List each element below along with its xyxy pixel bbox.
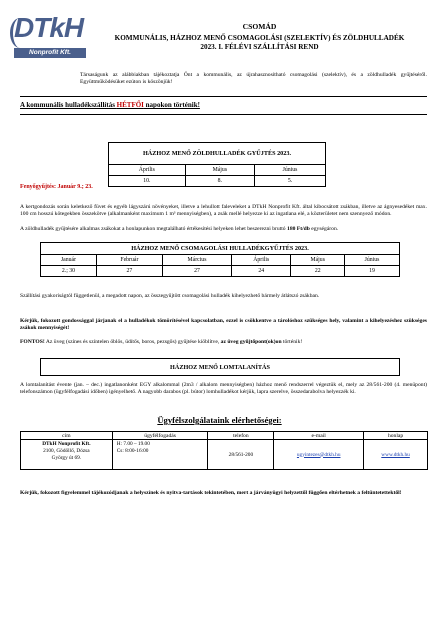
table-cell: 19 — [345, 266, 400, 277]
page-title: CSOMÁD — [242, 22, 277, 31]
table-header-cell: Május — [185, 165, 254, 176]
kommunalis-prefix: A kommunális hulladékszállítás — [20, 101, 117, 109]
contact-address-line-2: György út 69. — [51, 455, 82, 461]
fontos-text-a: Az üveg (színes és színtelen öblös, üdítős, boros, pezsgős) gyűjtése kiöblítve, — [44, 339, 221, 345]
kerjuk-notice-2: Kérjük, fokozott figyelemmel tájékozódjanak a helyszínek és nyitva-tartások tekintetében, mert a járványügyi helyzettől függően eltérhetnek a feltüntetettektől! — [20, 490, 402, 496]
contact-email-cell — [274, 440, 364, 470]
table-cell: 8. — [185, 176, 254, 187]
contact-address-line-1: 2100, Gödöllő, Dózsa — [43, 448, 90, 454]
divider — [20, 114, 427, 115]
table-header-cell: Február — [96, 255, 162, 266]
table-header-cell: Április — [232, 255, 291, 266]
zsak-text-b: egységáron. — [309, 226, 339, 232]
table-cell: 27 — [162, 266, 231, 277]
zsak-text-a: A zöldhulladék gyűjtésére alkalmas zsákokat a honlapunkon megtalálható értékesítési helyeken lehet beszerezni bruttó — [20, 226, 288, 232]
contact-hours-2: Cs: 8:00-16:00 — [116, 448, 149, 454]
contact-table — [20, 431, 428, 470]
table-header-cell: Március — [162, 255, 231, 266]
header-line-2: 2023. I. FÉLÉVI SZÁLLÍTÁSI REND — [200, 43, 319, 51]
intro-text: Társaságunk az alábbiakban tájékoztatja Önt a kommunális, az újrahasznosítható csomagolási (szelektív), és a zöldhulladék gyűjtéséről. Együttműködésüket ezúton is köszönjük! — [80, 72, 427, 86]
table-header-cell: ügyfélfogadás — [112, 432, 208, 440]
table-header-cell: Május — [291, 255, 345, 266]
contact-web-cell — [364, 440, 428, 470]
contact-phone: 28/561-200 — [208, 440, 274, 470]
fontos-text-b: az üveg gyűjtőpont(ok)on — [220, 339, 282, 345]
logo-subtitle: Nonprofit Kft. — [14, 48, 86, 58]
document-header — [90, 22, 429, 52]
contact-hours-1: H: 7.00 – 19.00 — [116, 441, 150, 447]
kerjuk-notice-1: Kérjük, fokozott gondossággal járjanak el a hulladékok tömörítésével kapcsolatban, ezzel is csökkentve a tárolóshoz szükséges hely, valamint a kihelyezéshez szükséges zsákok mennyiségét! — [20, 318, 427, 332]
zoldhulladek-table — [108, 142, 326, 187]
zsak-text — [20, 226, 427, 233]
table-header-cell: honlap — [364, 432, 428, 440]
contact-web-link[interactable]: www.dtkh.hu — [381, 451, 410, 458]
kommunalis-day: HÉTFŐI — [116, 101, 144, 109]
zoldhulladek-table-caption: HÁZHOZ MENŐ ZÖLDHULLADÉK GYŰJTÉS 2023. — [109, 143, 326, 165]
contact-hours-cell — [112, 440, 208, 470]
fontos-text-c: történik! — [281, 339, 303, 345]
lomtalanitas-caption: HÁZHOZ MENŐ LOMTALANÍTÁS — [41, 359, 400, 376]
table-cell: 5. — [255, 176, 326, 187]
table-cell: 22 — [291, 266, 345, 277]
table-header-cell: e-mail — [274, 432, 364, 440]
szallitas-text: Szállítási gyakoriságtól függetlenül, a megadott napon, az összegyűjtött csomagolási hulladék kihelyezhető bármely átlátszó zsákban. — [20, 293, 320, 299]
contact-address-cell — [21, 440, 113, 470]
kert-text: A kertgondozás során keletkező füvet és egyéb lágyszárú növényeket, illetve a lehullott faleveleket a DTkH Nonprofit Kft. által kibocsátott zsákban, illetve az ágnyesedéket max. 100 cm hosszú kötegekben összekötve (alkalmanként maximum 1 m³ mennyiségben), a zsák mellé helyezze ki az ingatlana elé, a közterületet nem szennyező módon. — [20, 204, 427, 218]
table-cell: 27 — [96, 266, 162, 277]
ugyfelszolgalat-title: Ügyfélszolgálataink elérhetőségei: — [157, 415, 282, 425]
table-cell: 10. — [109, 176, 186, 187]
table-header-cell: Április — [109, 165, 186, 176]
zsak-price: 180 Ft/db — [287, 226, 310, 232]
csomagolasi-table — [40, 242, 400, 277]
kommunalis-suffix: napokon történik! — [143, 101, 200, 109]
fontos-notice — [20, 339, 427, 346]
table-cell: 24 — [232, 266, 291, 277]
table-header-cell: cím — [21, 432, 113, 440]
contact-email-link[interactable]: ugyintezes@dtkh.hu — [296, 451, 341, 458]
table-header-cell: Június — [345, 255, 400, 266]
divider — [20, 96, 427, 97]
table-header-cell: Január — [41, 255, 97, 266]
lomtalanitas-box — [40, 358, 400, 376]
header-line-1: KOMMUNÁLIS, HÁZHOZ MENŐ CSOMAGOLÁSI (SZELEKTÍV) ÉS ZÖLDHULLADÉK — [114, 34, 405, 42]
dtkh-logo — [12, 14, 90, 62]
logo-brand: DTkH — [14, 12, 84, 43]
csomagolasi-table-caption: HÁZHOZ MENŐ CSOMAGOLÁSI HULLADÉKGYŰJTÉS 2023. — [41, 243, 400, 255]
fontos-label: FONTOS! — [20, 339, 45, 345]
contact-company: DTkH Nonprofit Kft. — [42, 441, 91, 447]
fenyogyujtes-note: Fenyőgyűjtés: Január 9.; 23. — [20, 184, 93, 190]
lomtalanitas-text: A lomtalanítást évente (jan. – dec.) ingatlanonként EGY alkalommal (2m3 / alkalom mennyiségben) házhoz menő rendszerrel végeztük el, mely az 28/561-200 (4. menüpont) telefonszámon (ügyfélfogadási időben) igényelhető. A nagyobb darabos (pl. bútor) lomhulladékot kérjük, lapra szerelve, összedarabolva helyezzék ki. — [20, 382, 427, 396]
table-header-cell: telefon — [208, 432, 274, 440]
kommunalis-notice — [20, 101, 200, 110]
table-header-cell: Június — [255, 165, 326, 176]
table-cell: 2.; 30 — [41, 266, 97, 277]
